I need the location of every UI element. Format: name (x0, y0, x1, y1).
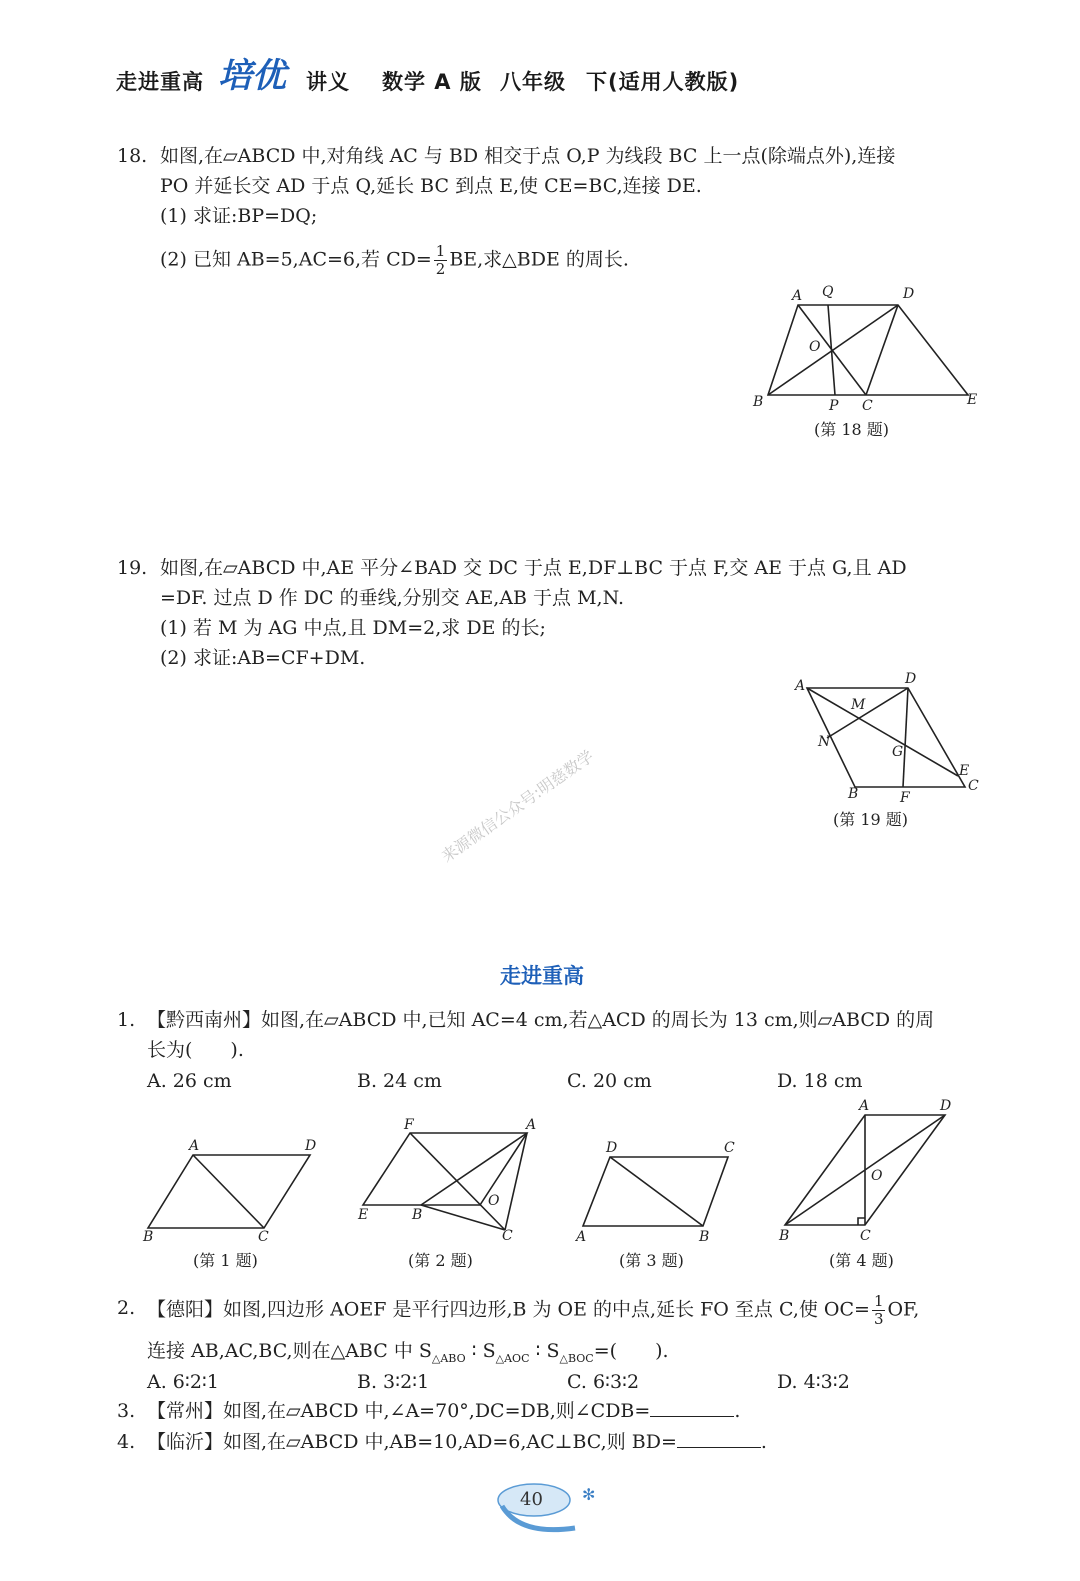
p1-option-b: B. 24 cm (357, 1070, 442, 1092)
fig1-label: D (305, 1138, 317, 1154)
p2-line1-a: 【德阳】如图,四边形 AOEF 是平行四边形,B 为 OE 的中点,延长 FO 至点 C,使 OC= (147, 1298, 870, 1321)
p2-line2-a: 连接 AB,AC,BC,则在△ABC 中 S (147, 1340, 432, 1362)
header-highlight: 培优 (218, 56, 286, 96)
fig2-line-ac (505, 1133, 527, 1230)
q18-label: E (967, 392, 978, 408)
q18-outline (768, 305, 968, 395)
p1-line2: 长为( ). (147, 1039, 244, 1061)
q18-label: C (862, 398, 873, 414)
p2-frac-den: 3 (873, 1310, 884, 1328)
q18-caption: (第 18 题) (814, 420, 890, 439)
fig3-label: A (576, 1229, 587, 1245)
p2-line1-b: OF, (887, 1298, 920, 1321)
page-number: 40 (520, 1489, 543, 1510)
fig3-label: D (606, 1140, 618, 1156)
q18-frac-num: 1 (435, 242, 446, 260)
fig4 (780, 1105, 960, 1235)
p3-line (147, 1396, 740, 1426)
fig1-label: B (143, 1229, 154, 1245)
q19-label: E (959, 763, 970, 779)
p4-end: . (760, 1431, 767, 1453)
fig4-caption: (第 4 题) (829, 1251, 894, 1270)
q19-label: D (905, 671, 917, 687)
p4-text: 【临沂】如图,在▱ABCD 中,AB=10,AD=6,AC⊥BC,则 BD= (147, 1431, 677, 1453)
p1-option-d: D. 18 cm (777, 1070, 863, 1092)
p2-sub-abo: △ABO (431, 1351, 466, 1365)
q18-frac-den: 2 (435, 260, 446, 278)
fig2-label: A (526, 1117, 537, 1133)
p1-number: 1. (117, 1009, 136, 1031)
q19-line2: =DF. 过点 D 作 DC 的垂线,分别交 AE,AB 于点 M,N. (160, 587, 625, 609)
q19-label: M (851, 697, 866, 713)
snowflake-icon: ✻ (582, 1485, 596, 1504)
p2-option-d: D. 4∶3∶2 (777, 1371, 850, 1393)
q19-caption: (第 19 题) (833, 810, 909, 829)
q19-label: B (848, 786, 859, 802)
p2-colon: ∶ S (529, 1340, 560, 1362)
fig2-caption: (第 2 题) (408, 1251, 473, 1270)
p1-option-c: C. 20 cm (567, 1070, 652, 1092)
fig2 (355, 1120, 545, 1240)
fig4-label: D (940, 1098, 952, 1114)
fig1-label: C (258, 1229, 269, 1245)
p2-option-a: A. 6∶2∶1 (147, 1371, 219, 1393)
q18-sub2 (160, 243, 629, 278)
fig2-label: E (358, 1207, 369, 1223)
p2-number: 2. (117, 1297, 136, 1319)
q18-line-dc (866, 305, 898, 395)
p4-number: 4. (117, 1431, 136, 1453)
q18-figure (750, 280, 990, 440)
q19-sub2: (2) 求证:AB=CF+DM. (160, 647, 366, 669)
p2-frac-num: 1 (873, 1292, 884, 1310)
q18-label: O (809, 339, 821, 355)
q18-label: P (829, 398, 839, 414)
fig3 (575, 1145, 740, 1235)
p4-answer-blank[interactable] (677, 1429, 761, 1448)
fig4-right-angle (858, 1218, 865, 1225)
fig1-label: A (189, 1138, 200, 1154)
q18-label: D (903, 286, 915, 302)
p2-line1 (147, 1293, 919, 1328)
p2-sub-aoc: △AOC (495, 1351, 530, 1365)
fig4-label: A (859, 1098, 870, 1114)
section-title: 走进重高 (500, 964, 584, 988)
q18-diag-bd (768, 305, 898, 395)
q19-line-ae (807, 688, 958, 776)
fig1-diag (193, 1155, 264, 1228)
header-edition: 下(适用人教版) (586, 70, 740, 94)
header-grade: 八年级 (500, 70, 566, 94)
watermark: 来源微信公众号:明慈数学 (437, 746, 598, 867)
p2-line2-b: =( ). (593, 1340, 669, 1362)
q18-label: Q (822, 284, 834, 300)
fig4-label: C (860, 1228, 871, 1244)
header-subject: 数学 A 版 (382, 70, 482, 94)
header-part1: 走进重高 (116, 70, 204, 94)
fig2-line-ab (421, 1133, 527, 1205)
p3-text: 【常州】如图,在▱ABCD 中,∠A=70°,DC=DB,则∠CDB= (147, 1400, 651, 1422)
q19-line-df (903, 688, 908, 787)
q18-number: 18. (117, 145, 148, 167)
fig4-label: B (779, 1228, 790, 1244)
fig2-label: C (502, 1228, 513, 1244)
fig1-caption: (第 1 题) (193, 1251, 258, 1270)
fig1 (140, 1140, 320, 1240)
q19-number: 19. (117, 557, 148, 579)
p2-option-b: B. 3∶2∶1 (357, 1371, 430, 1393)
fig2-label: B (412, 1207, 423, 1223)
p3-number: 3. (117, 1400, 136, 1422)
q18-fraction (434, 243, 448, 278)
q19-label: F (900, 790, 910, 806)
p3-end: . (734, 1400, 741, 1422)
q19-sub1: (1) 若 M 为 AG 中点,且 DM=2,求 DE 的长; (160, 617, 546, 639)
q18-line1: 如图,在▱ABCD 中,对角线 AC 与 BD 相交于点 O,P 为线段 BC 上一点(除端点外),连接 (160, 145, 896, 167)
p2-option-c: C. 6∶3∶2 (567, 1371, 640, 1393)
q19-label: N (818, 734, 831, 750)
q18-sub2-b: BE,求△BDE 的周长. (449, 248, 629, 271)
fig2-label: F (404, 1117, 414, 1133)
page-number-ornament (490, 1476, 610, 1546)
q18-sub1: (1) 求证:BP=DQ; (160, 205, 318, 227)
fig3-diag (610, 1157, 703, 1226)
header-title (116, 66, 204, 96)
q18-label: B (753, 394, 764, 410)
q19-line1: 如图,在▱ABCD 中,AE 平分∠BAD 交 DC 于点 E,DF⊥BC 于点 F,交 AE 于点 G,且 AD (160, 557, 907, 579)
fig3-caption: (第 3 题) (619, 1251, 684, 1270)
p2-fraction (872, 1293, 886, 1328)
p2-sub-boc: △BOC (559, 1351, 594, 1365)
q19-outline (807, 688, 965, 787)
q18-label: A (792, 288, 803, 304)
fig2-label: O (488, 1193, 500, 1209)
p3-answer-blank[interactable] (650, 1398, 734, 1417)
q18-line2: PO 并延长交 AD 于点 Q,延长 BC 到点 E,使 CE=BC,连接 DE. (160, 175, 702, 197)
header-part3: 讲义 (306, 70, 350, 94)
p4-line (147, 1427, 767, 1457)
q19-label: A (795, 678, 806, 694)
fig3-label: B (699, 1229, 710, 1245)
p1-option-a: A. 26 cm (147, 1070, 232, 1092)
fig4-label: O (871, 1168, 883, 1184)
q18-sub2-a: (2) 已知 AB=5,AC=6,若 CD= (160, 248, 432, 271)
p1-line1: 【黔西南州】如图,在▱ABCD 中,已知 AC=4 cm,若△ACD 的周长为 13 cm,则▱ABCD 的周 (147, 1009, 935, 1031)
q19-label: G (892, 744, 904, 760)
q19-label: C (968, 778, 979, 794)
p2-colon: ∶ S (465, 1340, 496, 1362)
fig3-label: C (724, 1140, 735, 1156)
q19-line-dn (827, 688, 908, 738)
